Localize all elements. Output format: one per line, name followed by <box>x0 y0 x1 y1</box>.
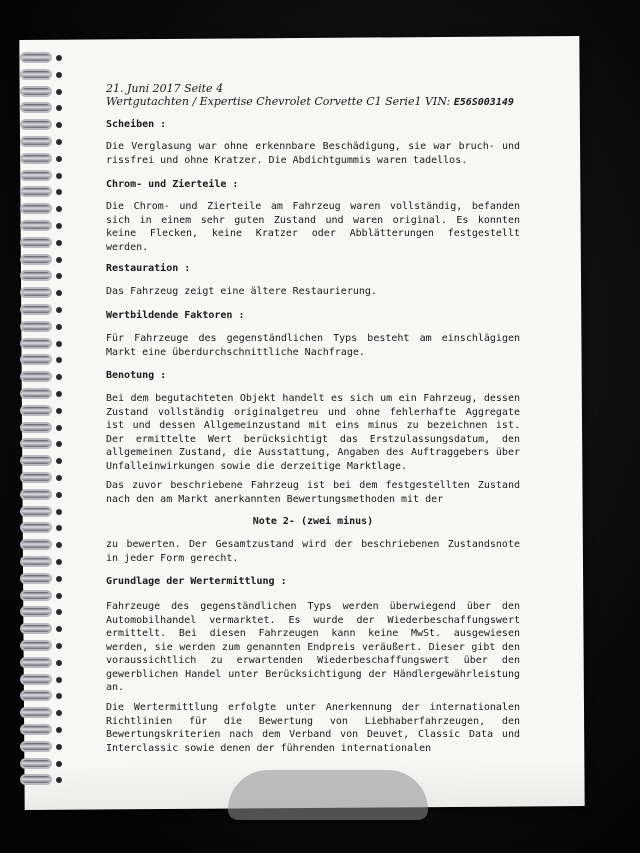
heading-chrom: Chrom- und Zierteile : <box>106 179 239 190</box>
punch-hole <box>56 307 62 313</box>
spiral-coil <box>20 270 52 281</box>
spiral-coil <box>20 405 52 416</box>
spiral-coil <box>20 220 52 231</box>
punch-hole <box>56 139 62 145</box>
punch-hole <box>56 156 62 162</box>
spiral-coil <box>20 522 52 533</box>
spiral-coil <box>20 422 52 433</box>
spiral-coil <box>20 102 52 113</box>
heading-grundlage: Grundlage der Wertermittlung : <box>106 576 287 587</box>
spiral-coil <box>20 287 52 298</box>
punch-hole <box>56 509 62 515</box>
spiral-coil <box>20 354 52 365</box>
spiral-coil <box>20 506 52 517</box>
punch-hole <box>56 660 62 666</box>
punch-hole <box>56 341 62 347</box>
punch-hole <box>56 324 62 330</box>
punch-hole <box>56 593 62 599</box>
punch-hole <box>56 576 62 582</box>
spiral-coil <box>20 69 52 80</box>
spiral-coil <box>20 758 52 769</box>
spiral-coil <box>20 119 52 130</box>
spiral-coil <box>20 304 52 315</box>
spiral-coil <box>20 136 52 147</box>
punch-hole <box>56 677 62 683</box>
vin-number: E56S003149 <box>453 97 514 108</box>
text-scheiben: Die Verglasung war ohne erkennbare Beschädigung, sie war bruch- und rissfrei und ohne Kratzer. Die Abdichtgummis waren tadellos. <box>106 141 520 166</box>
spiral-coil <box>20 237 52 248</box>
punch-hole <box>56 257 62 263</box>
spiral-coil <box>20 741 52 752</box>
spiral-coil <box>20 86 52 97</box>
punch-hole <box>56 173 62 179</box>
spiral-coil <box>20 338 52 349</box>
spiral-coil <box>20 774 52 785</box>
spiral-coil <box>20 590 52 601</box>
spiral-coil <box>20 556 52 567</box>
text-grundlage-2: Die Wertermittlung erfolgte unter Anerkennung der internationalen Richtlinien für die Bewertung von Liebhaberfahrzeugen, den Bewertungskriterien nach dem Verband von Deuvet, Classic Data und Interclassic sowie denen der führenden internationalen <box>106 702 520 754</box>
spiral-coil <box>20 438 52 449</box>
spiral-coil <box>20 690 52 701</box>
page-date-line: 21. Juni 2017 Seite 4 <box>106 82 224 95</box>
heading-benotung: Benotung : <box>106 370 167 381</box>
punch-hole <box>56 761 62 767</box>
spiral-coil <box>20 606 52 617</box>
page-title-line <box>106 95 514 109</box>
punch-hole <box>56 727 62 733</box>
spiral-coil <box>20 640 52 651</box>
spiral-coil <box>20 489 52 500</box>
punch-hole <box>56 643 62 649</box>
spiral-coil <box>20 153 52 164</box>
spiral-coil <box>20 573 52 584</box>
punch-hole <box>56 223 62 229</box>
text-benotung-2: Das zuvor beschriebene Fahrzeug ist bei dem festgestellten Zustand nach den am Markt anerkannten Bewertungsmethoden mit der <box>106 480 520 505</box>
spiral-coil <box>20 203 52 214</box>
punch-hole <box>56 55 62 61</box>
spiral-coil <box>20 657 52 668</box>
spiral-coil <box>20 388 52 399</box>
heading-wertbildende: Wertbildende Faktoren : <box>106 310 245 321</box>
text-restauration: Das Fahrzeug zeigt eine ältere Restaurierung. <box>106 286 377 297</box>
spiral-coil <box>20 724 52 735</box>
spiral-coil <box>20 539 52 550</box>
spiral-binding <box>20 52 60 802</box>
spiral-coil <box>20 321 52 332</box>
punch-hole <box>56 559 62 565</box>
text-wertbildende: Für Fahrzeuge des gegenständlichen Typs besteht am einschlägigen Markt eine überdurchschnittliche Nachfrage. <box>106 333 520 358</box>
note-grade: Note 2- (zwei minus) <box>252 516 374 527</box>
expertise-title: Wertgutachten / Expertise Chevrolet Corvette C1 Serie1 VIN: <box>106 95 451 108</box>
spiral-coil <box>20 371 52 382</box>
punch-hole <box>56 425 62 431</box>
punch-hole <box>56 391 62 397</box>
punch-hole <box>56 240 62 246</box>
punch-hole <box>56 408 62 414</box>
text-benotung-1: Bei dem begutachteten Objekt handelt es sich um ein Fahrzeug, dessen Zustand vollständig originalgetreu und ohne fehlerhafte Aggregate ist und dessen Allgemeinzustand mit eins minus zu bezeichnen ist. Der ermittelte Wert berücksichtigt das Erstzulassungsdatum, den allgemeinen Zustand, die Ausstattung, Angaben des Auftraggebers über Unfalleinwirkungen sowie die derzeitige Marktlage. <box>106 393 520 472</box>
punch-hole <box>56 475 62 481</box>
text-grundlage-1: Fahrzeuge des gegenständlichen Typs werden überwiegend über den Automobilhandel vermarktet. Es wurde der Wiederbeschaffungswert ermittelt. Bei diesen Fahrzeugen kann keine MwSt. ausgewiesen werden, sie werden zum genannten Endpreis veräußert. Dieser gibt den voraussichtlich zu erwartenden Wiederbeschaffungswert über den gewerblichen Handel unter Berücksichtigung der Händlergewährleistung an. <box>106 601 520 693</box>
punch-hole <box>56 89 62 95</box>
spiral-coil <box>20 472 52 483</box>
spiral-coil <box>20 52 52 63</box>
spiral-coil <box>20 254 52 265</box>
heading-restauration: Restauration : <box>106 263 191 274</box>
text-chrom: Die Chrom- und Zierteile am Fahrzeug waren vollständig, befanden sich in einem sehr guten Zustand und waren original. Es konnten keine Flecken, keine Kratzer oder Abblätterungen festgestellt werden. <box>106 201 520 253</box>
spiral-coil <box>20 623 52 634</box>
thumb-shadow <box>228 770 428 820</box>
spiral-coil <box>20 170 52 181</box>
spiral-coil <box>20 707 52 718</box>
heading-scheiben: Scheiben : <box>106 119 167 130</box>
punch-hole <box>56 72 62 78</box>
punch-hole <box>56 492 62 498</box>
punch-hole <box>56 744 62 750</box>
spiral-coil <box>20 455 52 466</box>
text-benotung-3: zu bewerten. Der Gesamtzustand wird der beschriebenen Zustandsnote in jeder Form gerecht. <box>106 539 520 564</box>
spiral-coil <box>20 186 52 197</box>
spiral-coil <box>20 674 52 685</box>
